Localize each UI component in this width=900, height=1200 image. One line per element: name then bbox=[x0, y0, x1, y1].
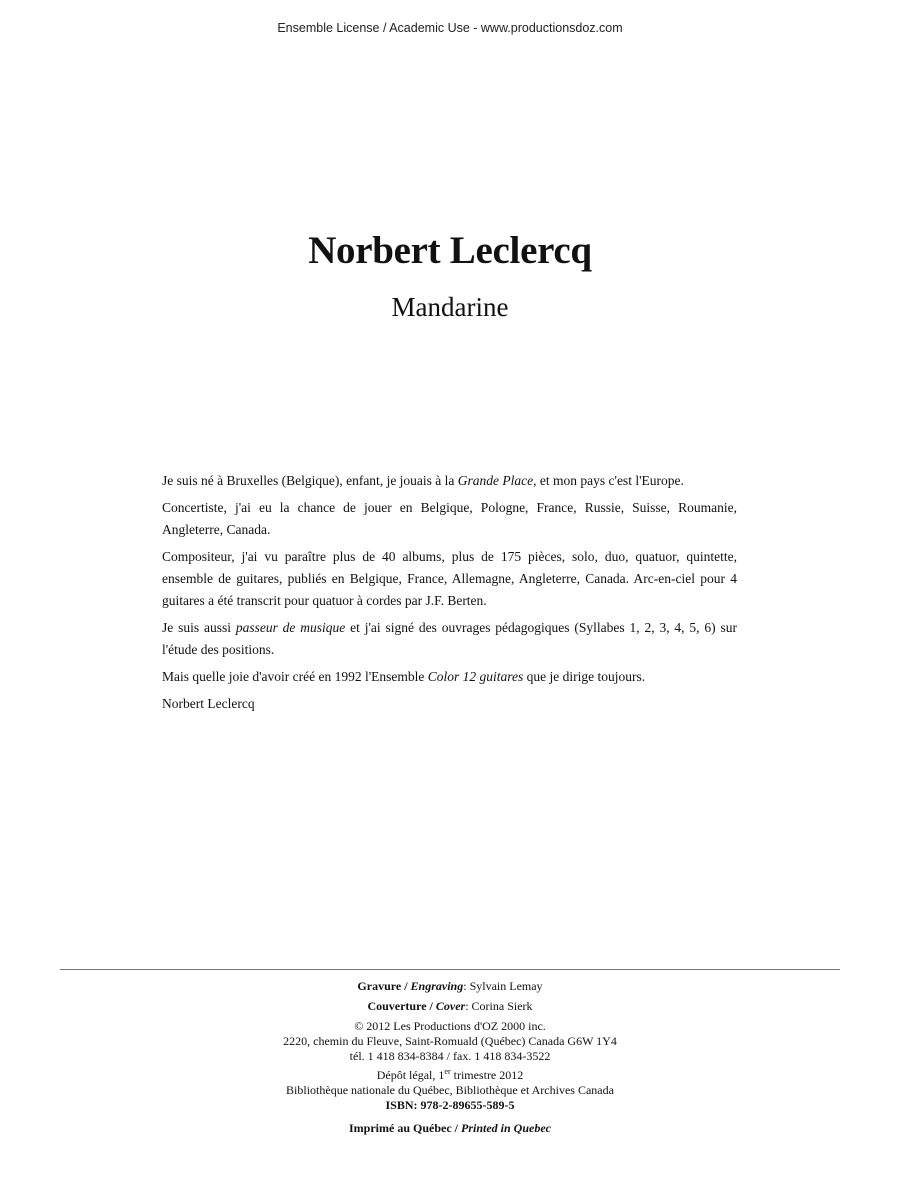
engraving-label-fr: Gravure bbox=[357, 979, 402, 993]
legal-deposit-text-a: Dépôt légal, 1 bbox=[376, 1068, 445, 1082]
bio-paragraph-4 bbox=[162, 617, 737, 661]
license-header: Ensemble License / Academic Use - www.productionsdoz.com bbox=[277, 21, 623, 35]
cover-label-en: Cover bbox=[435, 999, 466, 1013]
bio-paragraph-5 bbox=[162, 666, 737, 688]
libraries-line: Bibliothèque nationale du Québec, Bibliothèque et Archives Canada bbox=[286, 1083, 614, 1097]
bio-signature: Norbert Leclercq bbox=[162, 696, 255, 711]
publication-credits bbox=[0, 979, 900, 1136]
legal-deposit-text-b: trimestre 2012 bbox=[450, 1068, 524, 1082]
engraving-separator: / bbox=[401, 979, 411, 993]
composer-name: Norbert Leclercq bbox=[308, 229, 592, 272]
cover-credit bbox=[0, 999, 900, 1014]
bio-p4-emphasis: passeur de musique bbox=[235, 620, 346, 635]
cover-value: : Corina Sierk bbox=[465, 999, 533, 1013]
publisher-phone: tél. 1 418 834-8384 / fax. 1 418 834-3522 bbox=[349, 1049, 551, 1063]
bio-p5-text-a: Mais quelle joie d'avoir créé en 1992 l'Ensemble bbox=[162, 669, 428, 684]
engraving-label-en: Engraving bbox=[410, 979, 464, 993]
bio-paragraph-1 bbox=[162, 470, 737, 492]
bio-p4-text-a: Je suis aussi bbox=[162, 620, 236, 635]
printed-label-en: Printed in Quebec bbox=[461, 1121, 551, 1135]
printed-in-line bbox=[0, 1121, 900, 1136]
copyright-line: © 2012 Les Productions d'OZ 2000 inc. bbox=[354, 1019, 546, 1033]
legal-deposit-superscript: er bbox=[444, 1067, 451, 1076]
publisher-address: 2220, chemin du Fleuve, Saint-Romuald (Québec) Canada G6W 1Y4 bbox=[283, 1034, 617, 1048]
printed-label-fr: Imprimé au Québec bbox=[349, 1121, 452, 1135]
bio-paragraph-3: Compositeur, j'ai vu paraître plus de 40 albums, plus de 175 pièces, solo, duo, quatuor, quintette, ensemble de guitares, publiés en Belgique, France, Allemagne, Angleterre, Canada. Arc-en-ciel pour 4 guitares a été transcrit pour quatuor à cordes par J.F. Berten. bbox=[162, 549, 737, 608]
footer-divider bbox=[60, 969, 840, 970]
bio-p5-emphasis: Color 12 guitares bbox=[427, 669, 524, 684]
legal-deposit bbox=[0, 1068, 900, 1083]
cover-label-fr: Couverture bbox=[367, 999, 427, 1013]
isbn-line: ISBN: 978-2-89655-589-5 bbox=[385, 1098, 515, 1112]
engraving-credit bbox=[0, 979, 900, 994]
composer-biography bbox=[162, 470, 737, 720]
bio-p1-text-b: , et mon pays c'est l'Europe. bbox=[533, 473, 684, 488]
cover-separator: / bbox=[426, 999, 436, 1013]
printed-separator: / bbox=[451, 1121, 461, 1135]
bio-p4-text-b: et j'ai signé des ouvrages pédagogiques (Syllabes 1, 2, 3, 4, 5, 6) sur l'étude des positions. bbox=[162, 620, 737, 657]
bio-p1-text-a: Je suis né à Bruxelles (Belgique), enfant, je jouais à la bbox=[162, 473, 458, 488]
bio-p5-text-b: que je dirige toujours. bbox=[523, 669, 646, 684]
engraving-value: : Sylvain Lemay bbox=[463, 979, 543, 993]
piece-title: Mandarine bbox=[391, 292, 509, 322]
bio-paragraph-2: Concertiste, j'ai eu la chance de jouer en Belgique, Pologne, France, Russie, Suisse, Roumanie, Angleterre, Canada. bbox=[162, 500, 737, 537]
bio-p1-emphasis: Grande Place bbox=[457, 473, 534, 488]
